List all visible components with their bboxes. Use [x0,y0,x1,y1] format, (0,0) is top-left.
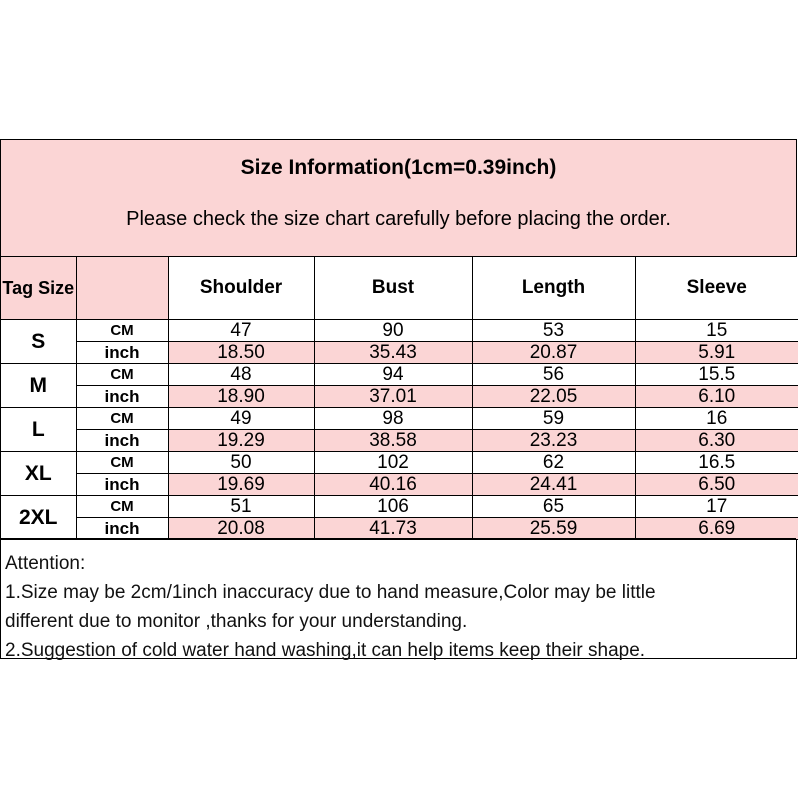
column-header-bust: Bust [314,257,472,320]
measurement-cell: 18.50 [168,342,314,364]
column-header-sleeve: Sleeve [635,257,798,320]
attention-notes [1,538,796,661]
size-label: S [1,320,76,364]
title-band [1,140,796,257]
unit-label: inch [76,430,168,452]
table-header-row [1,257,798,320]
table-row [1,452,798,474]
table-row [1,408,798,430]
measurement-cell: 35.43 [314,342,472,364]
measurement-cell: 20.08 [168,518,314,540]
measurement-cell: 51 [168,496,314,518]
measurement-cell: 106 [314,496,472,518]
unit-label: inch [76,386,168,408]
table-row [1,342,798,364]
measurement-cell: 98 [314,408,472,430]
measurement-cell: 19.69 [168,474,314,496]
column-header-shoulder: Shoulder [168,257,314,320]
size-table [1,257,798,540]
table-row [1,320,798,342]
unit-label: inch [76,474,168,496]
table-row [1,364,798,386]
measurement-cell: 47 [168,320,314,342]
measurement-cell: 48 [168,364,314,386]
chart-title: Size Information(1cm=0.39inch) [240,156,557,179]
measurement-cell: 6.50 [635,474,798,496]
measurement-cell: 40.16 [314,474,472,496]
measurement-cell: 16 [635,408,798,430]
unit-label: inch [76,342,168,364]
notes-line-2: 2.Suggestion of cold water hand washing,it can help items keep their shape. [5,640,646,661]
measurement-cell: 6.30 [635,430,798,452]
measurement-cell: 102 [314,452,472,474]
unit-label: CM [76,408,168,430]
size-chart [0,139,797,659]
size-label: 2XL [1,496,76,540]
measurement-cell: 65 [472,496,635,518]
measurement-cell: 62 [472,452,635,474]
measurement-cell: 59 [472,408,635,430]
measurement-cell: 37.01 [314,386,472,408]
measurement-cell: 94 [314,364,472,386]
measurement-cell: 15 [635,320,798,342]
unit-label: CM [76,320,168,342]
chart-subtitle: Please check the size chart carefully before placing the order. [126,208,671,230]
column-header-length: Length [472,257,635,320]
measurement-cell: 5.91 [635,342,798,364]
measurement-cell: 6.69 [635,518,798,540]
measurement-cell: 90 [314,320,472,342]
measurement-cell: 56 [472,364,635,386]
measurement-cell: 22.05 [472,386,635,408]
measurement-cell: 23.23 [472,430,635,452]
table-row [1,496,798,518]
measurement-cell: 53 [472,320,635,342]
table-row [1,430,798,452]
measurement-cell: 15.5 [635,364,798,386]
measurement-cell: 18.90 [168,386,314,408]
measurement-cell: 50 [168,452,314,474]
notes-line-1b: different due to monitor ,thanks for your understanding. [5,611,468,632]
unit-label: CM [76,496,168,518]
measurement-cell: 38.58 [314,430,472,452]
table-row [1,518,798,540]
measurement-cell: 19.29 [168,430,314,452]
measurement-cell: 25.59 [472,518,635,540]
unit-label: CM [76,452,168,474]
measurement-cell: 6.10 [635,386,798,408]
unit-label: inch [76,518,168,540]
notes-line-1a: 1.Size may be 2cm/1inch inaccuracy due to hand measure,Color may be little [5,582,656,603]
measurement-cell: 17 [635,496,798,518]
table-row [1,386,798,408]
measurement-cell: 16.5 [635,452,798,474]
table-row [1,474,798,496]
size-label: M [1,364,76,408]
unit-header [76,257,168,320]
unit-label: CM [76,364,168,386]
measurement-cell: 41.73 [314,518,472,540]
size-label: XL [1,452,76,496]
size-label: L [1,408,76,452]
notes-heading: Attention: [5,553,86,574]
measurement-cell: 49 [168,408,314,430]
measurement-cell: 20.87 [472,342,635,364]
tag-size-header: Tag Size [1,257,76,320]
measurement-cell: 24.41 [472,474,635,496]
